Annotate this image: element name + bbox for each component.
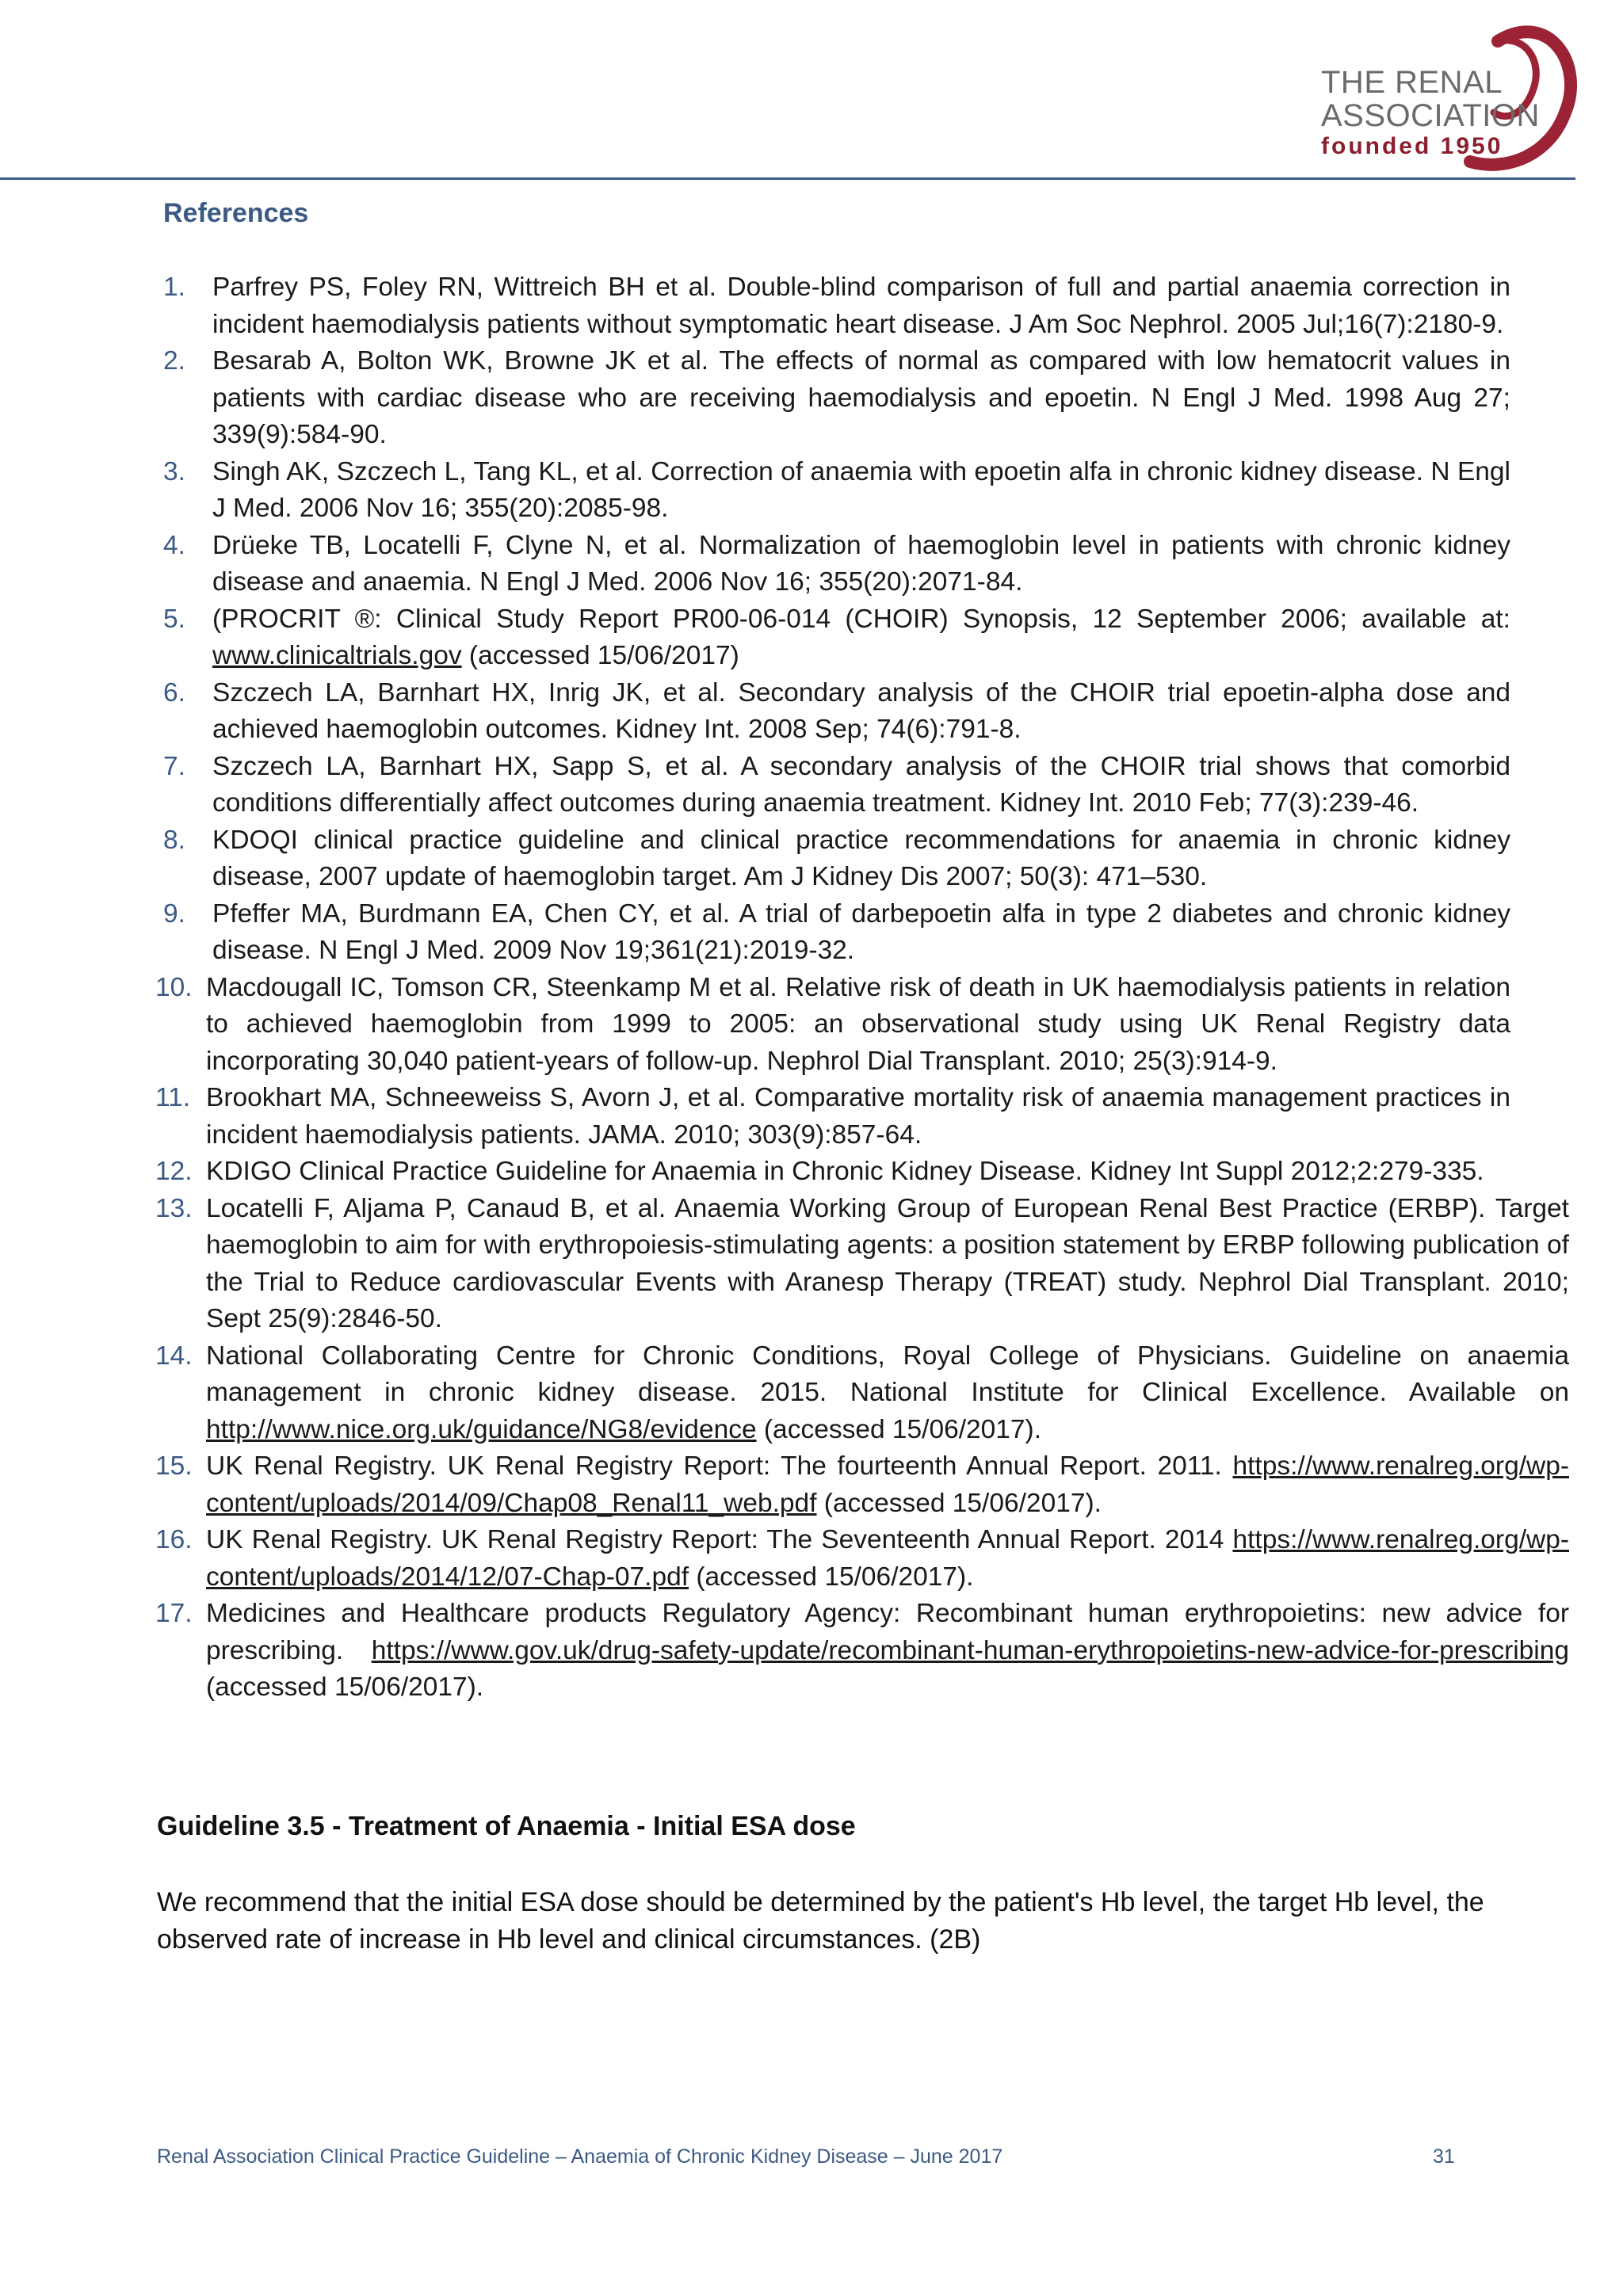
reference-item [155, 528, 1510, 601]
reference-number: 16. [155, 1525, 193, 1554]
reference-item [155, 1448, 1569, 1522]
reference-item [155, 1080, 1510, 1154]
reference-text: Besarab A, Bolton WK, Browne JK et al. The effects of normal as compared with low hematocrit values in patients with cardiac disease who are receiving haemodialysis and epoetin. N Engl J Med. 1998 Aug 27; 339(9):584-90. [212, 346, 1510, 449]
reference-number: 7. [163, 751, 185, 781]
reference-link[interactable]: www.clinicaltrials.gov [212, 641, 462, 670]
reference-text: (PROCRIT ®: Clinical Study Report PR00-06-014 (CHOIR) Synopsis, 12 September 2006; available at: [212, 604, 1510, 634]
reference-link[interactable]: http://www.nice.org.uk/guidance/NG8/evidence [206, 1414, 757, 1444]
header-divider [0, 177, 1575, 180]
reference-text: KDIGO Clinical Practice Guideline for Anaemia in Chronic Kidney Disease. Kidney Int Suppl 2012;2:279-335. [206, 1157, 1484, 1186]
reference-text: Parfrey PS, Foley RN, Wittreich BH et al. Double-blind comparison of full and partial anaemia correction in incident haemodialysis patients without symptomatic heart disease. J Am Soc Nephrol. 2005 Jul;16(7):2180-9. [212, 273, 1510, 339]
reference-item [155, 269, 1510, 343]
reference-text: (accessed 15/06/2017). [206, 1672, 484, 1702]
reference-number: 11. [155, 1083, 191, 1112]
reference-item [155, 454, 1510, 528]
reference-item [155, 1154, 1510, 1191]
reference-text: Medicines and Healthcare products Regulatory Agency: Recombinant human erythropoietins: new advice for prescribing. [206, 1599, 1569, 1665]
reference-item [155, 822, 1510, 896]
reference-item [155, 970, 1510, 1081]
reference-item [155, 601, 1510, 675]
reference-number: 6. [163, 677, 185, 707]
logo-text-founded: founded 1950 [1321, 133, 1503, 159]
page-number: 31 [1433, 2145, 1455, 2168]
reference-text: Brookhart MA, Schneeweiss S, Avorn J, et al. Comparative mortality risk of anaemia management practices in incident haemodialysis patients. JAMA. 2010; 303(9):857-64. [206, 1083, 1510, 1150]
reference-item [155, 1338, 1569, 1449]
reference-number: 15. [155, 1451, 193, 1481]
reference-text: (accessed 15/06/2017). [689, 1562, 974, 1592]
reference-link[interactable]: https://www.renalreg.org/wp-content/uploads/2014/12/07-Chap-07.pdf [206, 1525, 1569, 1592]
reference-text: UK Renal Registry. UK Renal Registry Report: The fourteenth Annual Report. 2011. [206, 1451, 1233, 1481]
reference-number: 9. [163, 898, 185, 929]
reference-text: Drüeke TB, Locatelli F, Clyne N, et al. Normalization of haemoglobin level in patients with chronic kidney disease and anaemia. N Engl J Med. 2006 Nov 16; 355(20):2071-84. [212, 530, 1510, 597]
logo-text-line1: THE RENAL [1321, 65, 1503, 100]
reference-text: Szczech LA, Barnhart HX, Inrig JK, et al. Secondary analysis of the CHOIR trial epoetin-alpha dose and achieved haemoglobin outcomes. Kidney Int. 2008 Sep; 74(6):791-8. [212, 677, 1510, 744]
reference-item [155, 1522, 1569, 1596]
reference-number: 2. [163, 346, 185, 376]
guideline-text: We recommend that the initial ESA dose should be determined by the patient's Hb level, the target Hb level, the observed rate of increase in Hb level and clinical circumstances. (2B) [157, 1887, 1484, 1955]
reference-item [155, 343, 1510, 454]
references-heading: References [163, 198, 309, 228]
logo-text-line2: ASSOCIATION [1321, 98, 1540, 133]
reference-link[interactable]: https://www.renalreg.org/wp-content/uploads/2014/09/Chap08_Renal11_web.pdf [206, 1451, 1569, 1518]
renal-association-logo [1312, 17, 1581, 176]
reference-text: (accessed 15/06/2017). [756, 1414, 1042, 1444]
reference-item [155, 1596, 1569, 1707]
reference-text: Macdougall IC, Tomson CR, Steenkamp M et al. Relative risk of death in UK haemodialysis patients in relation to achieved haemoglobin from 1999 to 2005: an observational study using UK Renal Registry data incorporating 30,040 patient-years of follow-up. Nephrol Dial Transplant. 2010; 25(3):914-9. [206, 972, 1510, 1076]
reference-number: 12. [155, 1157, 193, 1186]
reference-number: 4. [163, 530, 185, 560]
reference-number: 5. [163, 604, 185, 634]
reference-text: Locatelli F, Aljama P, Canaud B, et al. Anaemia Working Group of European Renal Best Practice (ERBP). Target haemoglobin to aim for with erythropoiesis-stimulating agents: a position statement by ERBP following publication of the Trial to Reduce cardiovascular Events with Aranesp Therapy (TREAT) study. Nephrol Dial Transplant. 2010; Sept 25(9):2846-50. [206, 1193, 1569, 1333]
reference-text: (accessed 15/06/2017) [461, 641, 739, 670]
reference-item [155, 1191, 1569, 1338]
reference-number: 13. [155, 1193, 193, 1223]
reference-item [155, 749, 1510, 822]
reference-item [155, 896, 1510, 970]
reference-number: 14. [155, 1341, 193, 1371]
reference-number: 8. [163, 825, 185, 855]
reference-item [155, 675, 1510, 749]
reference-text: UK Renal Registry. UK Renal Registry Report: The Seventeenth Annual Report. 2014 [206, 1525, 1233, 1554]
reference-text: Pfeffer MA, Burdmann EA, Chen CY, et al. A trial of darbepoetin alfa in type 2 diabetes and chronic kidney disease. N Engl J Med. 2009 Nov 19;361(21):2019-32. [212, 898, 1510, 965]
reference-link[interactable]: https://www.gov.uk/drug-safety-update/recombinant-human-erythropoietins-new-advice-for-prescribing [371, 1635, 1569, 1665]
guideline-heading: Guideline 3.5 - Treatment of Anaemia - Initial ESA dose [157, 1811, 856, 1841]
reference-number: 10. [155, 972, 193, 1002]
reference-text: Szczech LA, Barnhart HX, Sapp S, et al. A secondary analysis of the CHOIR trial shows that comorbid conditions differentially affect outcomes during anaemia treatment. Kidney Int. 2010 Feb; 77(3):239-46. [212, 751, 1510, 818]
footer-text: Renal Association Clinical Practice Guideline – Anaemia of Chronic Kidney Disease – June 2017 [157, 2145, 1003, 2168]
reference-text: Singh AK, Szczech L, Tang KL, et al. Correction of anaemia with epoetin alfa in chronic kidney disease. N Engl J Med. 2006 Nov 16; 355(20):2085-98. [212, 456, 1510, 523]
reference-number: 17. [155, 1599, 193, 1628]
references-list [155, 269, 1569, 1707]
reference-number: 3. [163, 456, 185, 486]
reference-text: (accessed 15/06/2017). [816, 1488, 1102, 1518]
reference-number: 1. [163, 273, 185, 302]
reference-text: KDOQI clinical practice guideline and clinical practice recommendations for anaemia in chronic kidney disease, 2007 update of haemoglobin target. Am J Kidney Dis 2007; 50(3): 471–530. [212, 825, 1510, 891]
reference-text: National Collaborating Centre for Chronic Conditions, Royal College of Physicians. Guideline on anaemia management in chronic kidney disease. 2015. National Institute for Clinical Excellence. Available on [206, 1341, 1569, 1407]
